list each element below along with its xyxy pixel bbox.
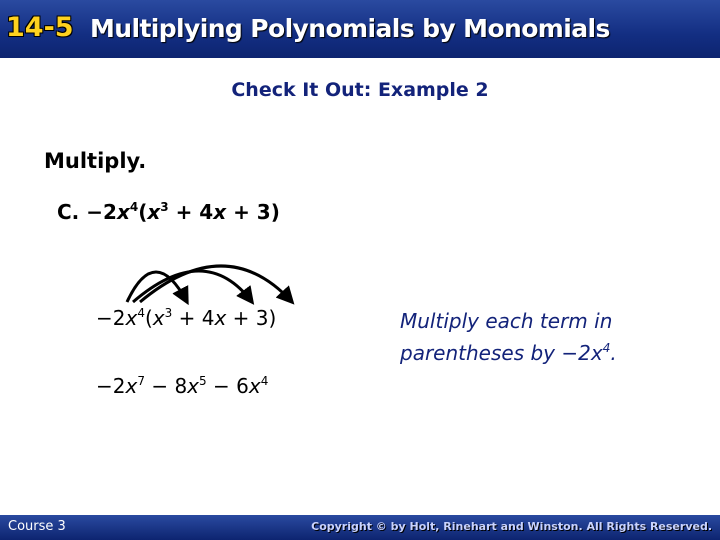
work-line-1 [96, 306, 276, 330]
note-exponent: 4 [602, 341, 611, 355]
slide-footer [0, 515, 720, 540]
instruction: Multiply. [44, 149, 147, 173]
monomial-variable: x [116, 200, 130, 224]
w1-term2-variable: x [214, 306, 227, 330]
note-line-1: Multiply each term in [400, 309, 613, 333]
lesson-title: Multiplying Polynomials by Monomials [90, 14, 610, 43]
term3-constant: + 3) [226, 200, 280, 224]
arrow-to-term3 [140, 266, 292, 302]
w2-b-coefficient: − 8 [144, 374, 188, 398]
w2-a-exponent: 7 [137, 374, 145, 388]
w2-c-variable: x [248, 374, 261, 398]
course-label: Course 3 [8, 519, 66, 534]
monomial-coefficient: −2 [86, 200, 117, 224]
term2-variable: x [213, 200, 227, 224]
w1-variable: x [125, 306, 138, 330]
w1-coefficient: −2 [96, 306, 126, 330]
monomial-exponent: 4 [129, 200, 139, 214]
explanation-note [400, 305, 617, 369]
arrow-to-term2 [133, 271, 252, 302]
term1-exponent: 3 [160, 200, 169, 214]
note-line-2 [400, 337, 617, 369]
w1-paren: ( [144, 306, 153, 330]
example-subtitle: Check It Out: Example 2 [231, 79, 489, 101]
problem-label: C. [57, 200, 80, 224]
lesson-number: 14-5 [6, 12, 74, 43]
note-line-2-text: parentheses by −2 [400, 341, 591, 365]
paren-open: ( [138, 200, 148, 224]
w1-term1-exponent: 3 [164, 306, 173, 320]
w2-c-coefficient: − 6 [206, 374, 249, 398]
copyright-notice: Copyright © by Holt, Rinehart and Winston. All Rights Reserved. [311, 520, 712, 533]
w2-b-variable: x [187, 374, 200, 398]
w1-exponent: 4 [137, 306, 145, 320]
term1-variable: x [147, 200, 161, 224]
w1-end: + 3) [226, 306, 277, 330]
term2-coefficient: + 4 [168, 200, 214, 224]
note-variable: x [590, 341, 603, 365]
w2-a-variable: x [125, 374, 138, 398]
w2-c-exponent: 4 [260, 374, 269, 388]
note-period: . [610, 341, 617, 365]
w2-b-exponent: 5 [199, 374, 207, 388]
work-line-2 [96, 374, 268, 398]
w1-term1-variable: x [152, 306, 165, 330]
w1-mid: + 4 [172, 306, 215, 330]
w2-a-coefficient: −2 [96, 374, 126, 398]
